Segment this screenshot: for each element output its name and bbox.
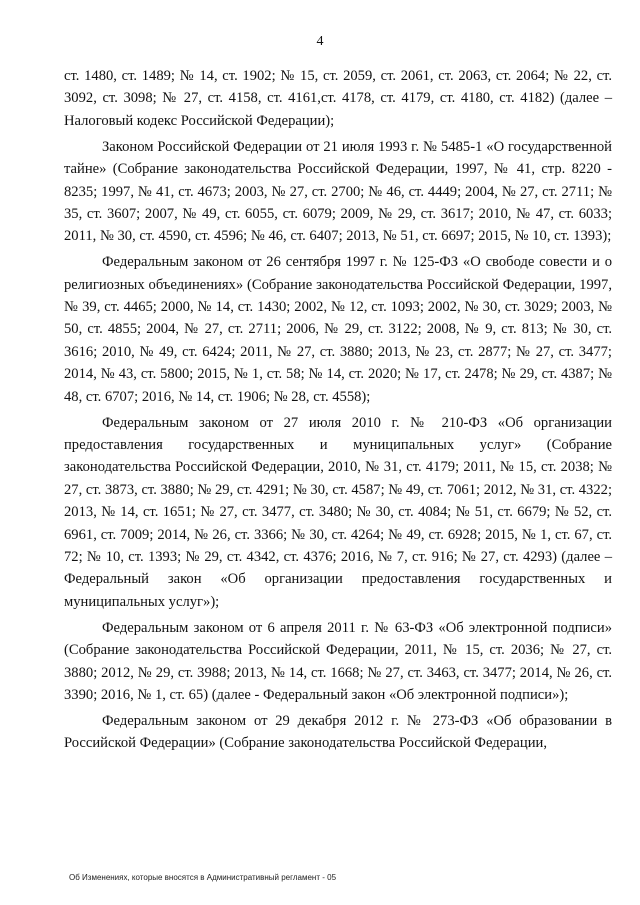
paragraph-public-services-law: Федеральным законом от 27 июля 2010 г. № 210-ФЗ «Об организации предоставления государственных и муниципальных услуг» (Собрание законодательства Российской Федерации, 2010, № 31, ст. 4179; 2011, № 15, ст. 2038; № 27, ст. 3873, ст. 3880; № 29, ст. 4291; № 30, ст. 4587; № 49, ст. 7061; 2012, № 31, ст. 4322; 2013, № 14, ст. 1651; № 27, ст. 3477, ст. 3480; № 30, ст. 4084; № 51, ст. 6679; № 52, ст. 6961, ст. 7009; 2014, № 26, ст. 3366; № 30, ст. 4264; № 49, ст. 6928; 2015, № 1, ст. 67, ст. 72; № 10, ст. 1393; № 29, ст. 4342, ст. 4376; 2016, № 7, ст. 916; № 27, ст. 4293) (далее – Федеральный закон «Об организации предоставления государственных и муниципальных услуг»); (64, 414, 612, 610)
paragraph-freedom-of-conscience-law: Федеральным законом от 26 сентября 1997 г. № 125-ФЗ «О свободе совести и о религиозных объединениях» (Собрание законодательства Российской Федерации, 1997, № 39, ст. 4465; 2000, № 14, ст. 1430; 2002, № 12, ст. 1093; 2002, № 30, ст. 3029; 2003, № 50, ст. 4855; 2004, № 27, ст. 2711; 2006, № 29, ст. 3122; 2008, № 9, ст. 813; № 30, ст. 3616; 2010, № 49, ст. 6424; 2011, № 27, ст. 3880; 2013, № 23, ст. 2877; № 27, ст. 3477; 2014, № 43, ст. 5800; 2015, № 1, ст. 58; № 14, ст. 2020; № 17, ст. 2478; № 29, ст. 4387; № 48, ст. 6707; 2016, № 14, ст. 1906; № 28, ст. 4558); (64, 254, 612, 405)
paragraph-tax-code-continuation: ст. 1480, ст. 1489; № 14, ст. 1902; № 15, ст. 2059, ст. 2061, ст. 2063, ст. 2064; № 22, ст. 3092, ст. 3098; № 27, ст. 4158, ст. 4161,ст. 4178, ст. 4179, ст. 4180, ст. 4182) (далее – Налоговый кодекс Российской Федерации); (64, 68, 612, 129)
page-footer: Об Изменениях, которые вносятся в Административный регламент - 05 (69, 873, 337, 882)
paragraph-education-law: Федеральным законом от 29 декабря 2012 г. № 273-ФЗ «Об образовании в Российской Федерации» (Собрание законодательства Российской Федерации, (64, 712, 612, 752)
paragraph-state-secret-law: Законом Российской Федерации от 21 июля 1993 г. № 5485-1 «О государственной тайне» (Собрание законодательства Российской Федерации, 1997, № 41, стр. 8220 - 8235; 1997, № 41, ст. 4673; 2003, № 27, ст. 2700; № 46, ст. 4449; 2004, № 27, ст. 2711; № 35, ст. 3607; 2007, № 49, ст. 6055, ст. 6079; 2009, № 29, ст. 3617; 2010, № 47, ст. 6033; 2011, № 30, ст. 4590, ст. 4596; № 46, ст. 6407; 2013, № 51, ст. 6697; 2015, № 10, ст. 1393); (64, 138, 612, 245)
document-body (64, 65, 612, 758)
paragraph-electronic-signature-law: Федеральным законом от 6 апреля 2011 г. № 63-ФЗ «Об электронной подписи» (Собрание законодательства Российской Федерации, 2011, № 15, ст. 2036; № 27, ст. 3880; 2012, № 29, ст. 3988; 2013, № 14, ст. 1668; № 27, ст. 3463, ст. 3477; 2014, № 26, ст. 3390; 2016, № 1, ст. 65) (далее - Федеральный закон «Об электронной подписи»); (64, 619, 612, 703)
page-number: 4 (316, 34, 324, 49)
